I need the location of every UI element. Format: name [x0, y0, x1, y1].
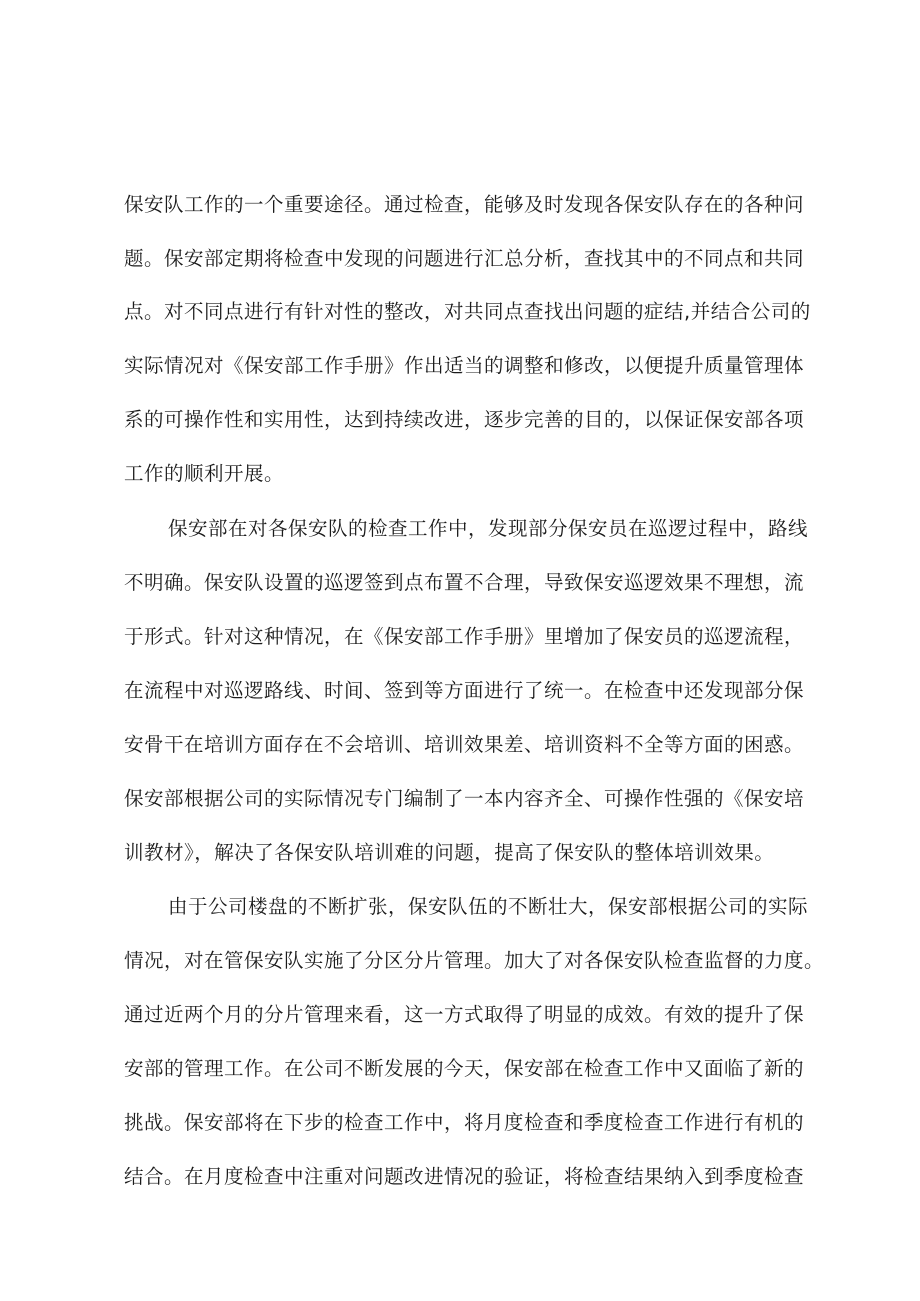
text-line: 实际情况对《保安部工作手册》作出适当的调整和修改，以便提升质量管理体: [124, 354, 805, 377]
text-line: 挑战。保安部将在下步的检查工作中，将月度检查和季度检查工作进行有机的: [124, 1111, 805, 1134]
text-line: 保安部在对各保安队的检查工作中，发现部分保安员在巡逻过程中，路线: [168, 517, 809, 540]
text-line: 安骨干在培训方面存在不会培训、培训效果差、培训资料不全等方面的困惑。: [124, 733, 805, 756]
text-line: 工作的顺利开展。: [124, 462, 285, 485]
text-line: 不明确。保安队设置的巡逻签到点布置不合理，导致保安巡逻效果不理想，流: [124, 571, 805, 594]
text-line: 保安部根据公司的实际情况专门编制了一本内容齐全、可操作性强的《保安培: [124, 787, 805, 810]
text-line: 题。保安部定期将检查中发现的问题进行汇总分析，查找其中的不同点和共同: [124, 247, 805, 270]
text-line: 由于公司楼盘的不断扩张，保安队伍的不断壮大，保安部根据公司的实际: [168, 895, 809, 918]
text-line: 通过近两个月的分片管理来看，这一方式取得了明显的成效。有效的提升了保: [124, 1003, 805, 1026]
text-line: 保安队工作的一个重要途径。通过检查，能够及时发现各保安队存在的各种问: [124, 193, 805, 216]
text-line: 在流程中对巡逻路线、时间、签到等方面进行了统一。在检查中还发现部分保: [124, 679, 805, 702]
text-line: 情况，对在管保安队实施了分区分片管理。加大了对各保安队检查监督的力度。: [124, 949, 825, 972]
text-line: 安部的管理工作。在公司不断发展的今天，保安部在检查工作中又面临了新的: [124, 1057, 805, 1080]
text-line: 训教材》，解决了各保安队培训难的问题，提高了保安队的整体培训效果。: [124, 841, 775, 864]
text-line: 点。对不同点进行有针对性的整改，对共同点查找出问题的症结,并结合公司的: [124, 300, 811, 323]
text-line: 于形式。针对这种情况，在《保安部工作手册》里增加了保安员的巡逻流程，: [124, 625, 805, 648]
text-line: 结合。在月度检查中注重对问题改进情况的验证，将检查结果纳入到季度检查: [124, 1165, 805, 1188]
text-line: 系的可操作性和实用性，达到持续改进，逐步完善的目的，以保证保安部各项: [124, 408, 805, 431]
